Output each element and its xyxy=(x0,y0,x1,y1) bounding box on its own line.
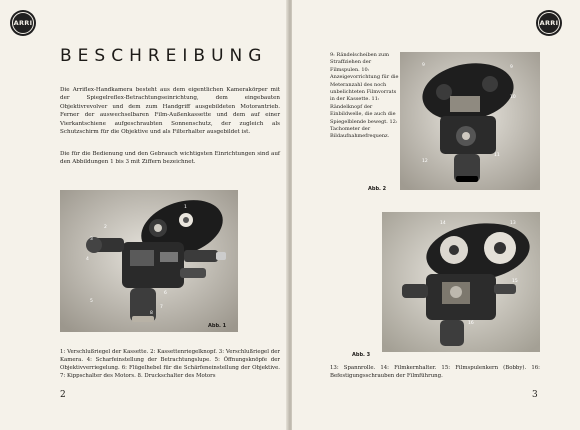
callout-15: 15 xyxy=(512,279,518,284)
right-page xyxy=(292,0,580,430)
figure-1-caption: 1: Verschlußriegel der Kassette. 2: Kassettenriegelknopf. 3: Verschlußriegel der Kamera. 4: Scharfeinstellung der Betrachtungslupe. 5: Öffnungsknöpfe der Objektivverriegelung. 6: Flügelhebel für die Schärfeneinstellung der Objektive. 7: Kippschalter des Motors. 8. Druckschalter des Motors xyxy=(60,349,280,379)
callout-11: 11 xyxy=(494,153,500,158)
intro-paragraph: Die Arriflex-Handkamera besteht aus dem eigentlichen Kamerakörper mit der Spiegelreflex-Betrachtungseinrichtung, dem eingebauten Objektivrevolver und dem zum Handgriff ausgebildeten Motorantrieb. Ferner der auswechselbaren Film-Außenkassette und dem auf einer Vierkantschiene aufgeschraubten Sonnenschutz, der zugleich als Schutzschirm für die Objektive und als Filterhalter ausgebildet ist. xyxy=(60,87,280,136)
callout-10: 10 xyxy=(510,95,516,100)
arri-logo-right xyxy=(536,10,562,36)
callout-6: 6 xyxy=(164,291,167,296)
camera-rear-illustration xyxy=(400,52,540,190)
page-title: BESCHREIBUNG xyxy=(60,46,268,66)
arri-logo-left xyxy=(10,10,36,36)
callout-14: 14 xyxy=(440,221,446,226)
callout-1: 1 xyxy=(184,205,187,210)
logo-text: ARRI xyxy=(13,19,33,27)
figure-3-label: Abb. 3 xyxy=(352,352,371,358)
callout-13: 13 xyxy=(510,221,516,226)
figure-1-label: Abb. 1 xyxy=(208,323,227,329)
figure-2-label: Abb. 2 xyxy=(368,186,387,192)
callout-3: 3 xyxy=(90,237,93,242)
callout-4: 4 xyxy=(86,257,89,262)
callout-9b: 9 xyxy=(510,65,513,70)
open-magazine-illustration xyxy=(382,212,540,352)
page-number-left: 2 xyxy=(60,390,66,400)
figure-3-photo xyxy=(382,212,540,352)
callout-9a: 9 xyxy=(422,63,425,68)
reference-paragraph: Die für die Bedienung und den Gebrauch wichtigsten Einrichtungen sind auf den Abbildungen 1 bis 3 mit Ziffern bezeichnet. xyxy=(60,151,280,166)
callout-5: 5 xyxy=(90,299,93,304)
camera-side-illustration xyxy=(60,190,238,332)
legend-items-9-12: 9: Rändelscheiben zum Straffziehen der Filmspulen. 10: Anzeigevorrichtung für die Meteranzahl des noch unbelichteten Filmvorrats in der Kassette. 11: Rändelknopf der Einbildwelle, die auch die Spiegelblende bewegt. 12: Tachometer der Bildaufnahmefrequenz. xyxy=(330,52,399,140)
callout-8: 8 xyxy=(150,311,153,316)
callout-16: 16 xyxy=(468,321,474,326)
logo-text: ARRI xyxy=(539,19,559,27)
callout-12: 12 xyxy=(422,159,428,164)
left-page xyxy=(0,0,288,430)
figure-1-photo xyxy=(60,190,238,332)
figure-2-photo xyxy=(400,52,540,190)
page-number-right: 3 xyxy=(532,390,538,400)
callout-7: 7 xyxy=(160,305,163,310)
figure-3-caption: 13: Spannrolle. 14: Filmkernhalter. 15: Filmspulenkern (Bobby). 16: Befestigungsschrauben der Filmführung. xyxy=(330,365,540,379)
callout-2: 2 xyxy=(104,225,107,230)
